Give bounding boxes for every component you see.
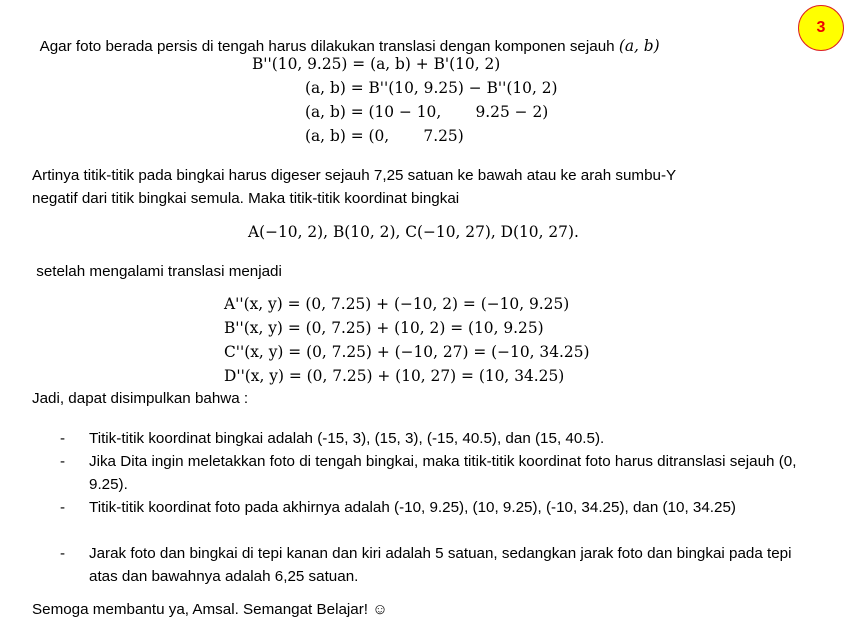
list-item: Titik-titik koordinat bingkai adalah (-15, 3), (15, 3), (-15, 40.5), dan (15, 40.5). bbox=[89, 430, 605, 447]
list-item: Jika Dita ingin meletakkan foto di tengah bingkai, maka titik-titik koordinat foto harus ditranslasi sejauh (0, 9.25). bbox=[89, 453, 797, 493]
page-number-badge: 3 bbox=[798, 5, 844, 51]
list-item: Titik-titik koordinat foto pada akhirnya adalah (-10, 9.25), (10, 9.25), (-10, 34.25), dan (10, 34.25) bbox=[89, 499, 736, 516]
equation-line-1: B''(10, 9.25) = (a, b) + B'(10, 2) bbox=[252, 55, 501, 73]
paragraph-line-1: Artinya titik-titik pada bingkai harus digeser sejauh 7,25 satuan ke bawah atau ke arah sumbu-Y bbox=[32, 167, 677, 184]
list-item: Jarak foto dan bingkai di tepi kanan dan kiri adalah 5 satuan, sedangkan jarak foto dan bingkai pada tepi atas dan bawahnya adalah 6,25 satuan. bbox=[89, 545, 792, 585]
intro-variable: (a, b) bbox=[618, 37, 660, 55]
frame-points: A(−10, 2), B(10, 2), C(−10, 27), D(10, 27). bbox=[248, 223, 579, 241]
translation-intro: setelah mengalami translasi menjadi bbox=[32, 263, 282, 280]
translation-c: C''(x, y) = (0, 7.25) + (−10, 27) = (−10, 34.25) bbox=[224, 343, 590, 361]
translation-d: D''(x, y) = (0, 7.25) + (10, 27) = (10, 34.25) bbox=[224, 367, 565, 385]
paragraph-line-2: negatif dari titik bingkai semula. Maka titik-titik koordinat bingkai bbox=[32, 190, 460, 207]
equation-line-3: (a, b) = (10 − 10, 9.25 − 2) bbox=[305, 103, 549, 121]
intro-sentence: Agar foto berada persis di tengah harus dilakukan translasi dengan komponen sejauh bbox=[39, 38, 619, 55]
bullet-marker: - bbox=[60, 499, 66, 516]
conclusion-intro: Jadi, dapat disimpulkan bahwa : bbox=[32, 390, 249, 407]
translation-a: A''(x, y) = (0, 7.25) + (−10, 2) = (−10, 9.25) bbox=[224, 295, 570, 313]
translation-b: B''(x, y) = (0, 7.25) + (10, 2) = (10, 9.25) bbox=[224, 319, 544, 337]
bullet-marker: - bbox=[60, 430, 66, 447]
equation-line-2: (a, b) = B''(10, 9.25) − B''(10, 2) bbox=[305, 79, 558, 97]
bullet-marker: - bbox=[60, 545, 66, 562]
closing-text: Semoga membantu ya, Amsal. Semangat Belajar! ☺ bbox=[32, 601, 388, 618]
equation-line-4: (a, b) = (0, 7.25) bbox=[305, 127, 464, 145]
bullet-marker: - bbox=[60, 453, 66, 470]
